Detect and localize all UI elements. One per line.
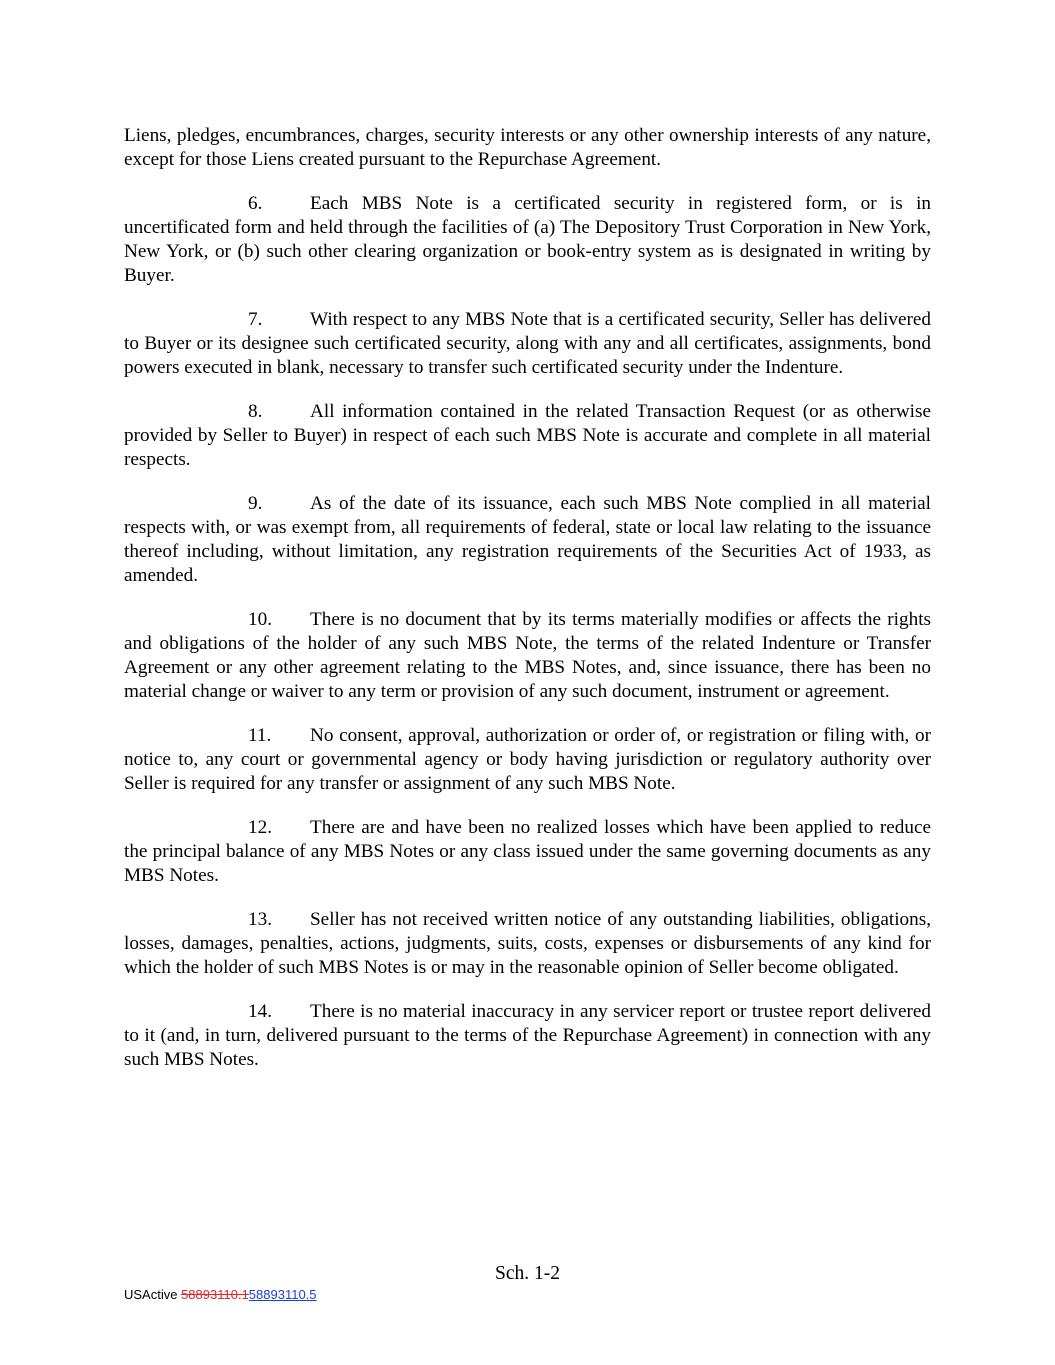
paragraph-number: 6. xyxy=(248,193,263,214)
page-number-label: Sch. 1-2 xyxy=(495,1263,560,1284)
paragraph-number: 13. xyxy=(248,909,272,930)
paragraph-text: All information contained in the related Transaction Request (or as otherwise provided by Seller to Buyer) in respect of each such MBS Note is accurate and complete in all material respects. xyxy=(124,401,931,470)
numbered-paragraph-10 xyxy=(124,608,931,704)
paragraph-number: 11. xyxy=(248,725,272,746)
paragraph-number: 12. xyxy=(248,817,272,838)
paragraph-number: 10. xyxy=(248,609,272,630)
continuation-paragraph: Liens, pledges, encumbrances, charges, security interests or any other ownership interests of any nature, except for those Liens created pursuant to the Repurchase Agreement. xyxy=(124,125,931,170)
numbered-paragraph-11 xyxy=(124,724,931,796)
paragraph-number: 14. xyxy=(248,1001,272,1022)
document-id-footer xyxy=(124,1287,317,1302)
paragraph-text: There is no material inaccuracy in any servicer report or trustee report delivered to it (and, in turn, delivered pursuant to the terms of the Repurchase Agreement) in connection with any such MBS Notes. xyxy=(124,1001,931,1070)
paragraph-text: Seller has not received written notice of any outstanding liabilities, obligations, losses, damages, penalties, actions, judgments, suits, costs, expenses or disbursements of any kind for which the holder of such MBS Notes is or may in the reasonable opinion of Seller become obligated. xyxy=(124,909,931,978)
doc-id-inserted: 58893110.5 xyxy=(248,1287,317,1302)
paragraph-number: 8. xyxy=(248,401,263,422)
paragraph-text: There is no document that by its terms materially modifies or affects the rights and obligations of the holder of any such MBS Note, the terms of the related Indenture or Transfer Agreement or any other agreement relating to the MBS Notes, and, since issuance, there has been no material change or waiver to any term or provision of any such document, instrument or agreement. xyxy=(124,609,931,702)
numbered-paragraph-12 xyxy=(124,816,931,888)
doc-id-deleted: 58893110.1 xyxy=(181,1287,249,1302)
paragraph-text: Each MBS Note is a certificated security in registered form, or is in uncertificated form and held through the facilities of (a) The Depository Trust Corporation in New York, New York, or (b) such other clearing organization or book-entry system as is designated in writing by Buyer. xyxy=(124,193,931,286)
paragraph-number: 9. xyxy=(248,493,263,514)
numbered-paragraph-6 xyxy=(124,192,931,288)
paragraph-number: 7. xyxy=(248,309,263,330)
numbered-paragraph-13 xyxy=(124,908,931,980)
numbered-paragraph-7 xyxy=(124,308,931,380)
paragraph-text: No consent, approval, authorization or order of, or registration or filing with, or notice to, any court or governmental agency or body having jurisdiction or regulatory authority over Seller is required for any transfer or assignment of any such MBS Note. xyxy=(124,725,931,794)
paragraph-text: As of the date of its issuance, each such MBS Note complied in all material respects with, or was exempt from, all requirements of federal, state or local law relating to the issuance thereof including, without limitation, any registration requirements of the Securities Act of 1933, as amended. xyxy=(124,493,931,586)
numbered-paragraph-14 xyxy=(124,1000,931,1072)
doc-id-prefix: USActive xyxy=(124,1287,182,1302)
document-body xyxy=(124,124,931,1092)
numbered-paragraph-9 xyxy=(124,492,931,588)
paragraph-text: With respect to any MBS Note that is a certificated security, Seller has delivered to Buyer or its designee such certificated security, along with any and all certificates, assignments, bond powers executed in blank, necessary to transfer such certificated security under the Indenture. xyxy=(124,309,931,378)
paragraph-text: There are and have been no realized losses which have been applied to reduce the principal balance of any MBS Notes or any class issued under the same governing documents as any MBS Notes. xyxy=(124,817,931,886)
numbered-paragraph-8 xyxy=(124,400,931,472)
